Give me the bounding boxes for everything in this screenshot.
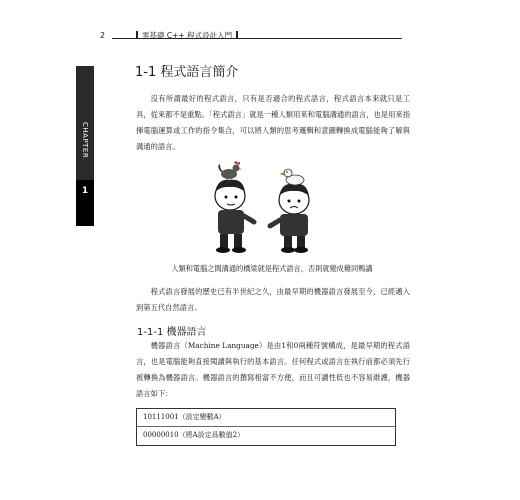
left-character <box>215 180 254 253</box>
rooster-icon <box>218 161 242 183</box>
section-title: 1-1 程式語言簡介 <box>135 65 239 80</box>
chapter-number: 1 <box>81 186 89 196</box>
machine-language-paragraph: 機器語言（Machine Language）是由1和0兩種符號構成，是最早期的程式語言，也是電腦能夠直接閱讀與執行的基本語言。任何程式或語言在執行前都必須先行被轉換為機器語言。機器語言的撰寫相當不方便，而且可讀性低也不容易維護，機器語言如下： <box>136 341 410 398</box>
running-header <box>132 30 242 41</box>
page-number: 2 <box>100 31 106 40</box>
history-paragraph: 程式語言發展的歷史已有半世紀之久，由最早期的機器語言發展至今，已經邁入到第五代自然語言。 <box>136 287 410 312</box>
duck-icon <box>281 169 305 185</box>
code-example-box <box>136 408 396 446</box>
code-line: 10111001（設定變數A） <box>143 413 226 421</box>
code-line: 00000010（將A設定爲數值2） <box>137 426 395 444</box>
illustration-caption: 人類和電腦之間溝通的橋梁就是程式語言，否則就變成雞同鴨講 <box>171 264 373 273</box>
human-computer-illustration <box>196 160 328 256</box>
book-title: 零基礎 C++ 程式設計入門 <box>142 31 233 40</box>
intro-paragraph: 沒有所謂最好的程式語言，只有是否適合的程式語言，程式語言本來就只是工具，從來都不是重點。「程式語言」就是一種人類用來和電腦溝通的語言，也是用來指揮電腦運算或工作的指令集合，可以將人類的思考邏輯和意圖轉換成電腦能夠了解與溝通的語言。 <box>136 94 410 151</box>
right-character <box>270 184 309 253</box>
chapter-label: CHAPTER <box>81 122 89 159</box>
header-rule <box>112 38 402 39</box>
subsection-title: 1-1-1 機器語言 <box>137 327 207 338</box>
